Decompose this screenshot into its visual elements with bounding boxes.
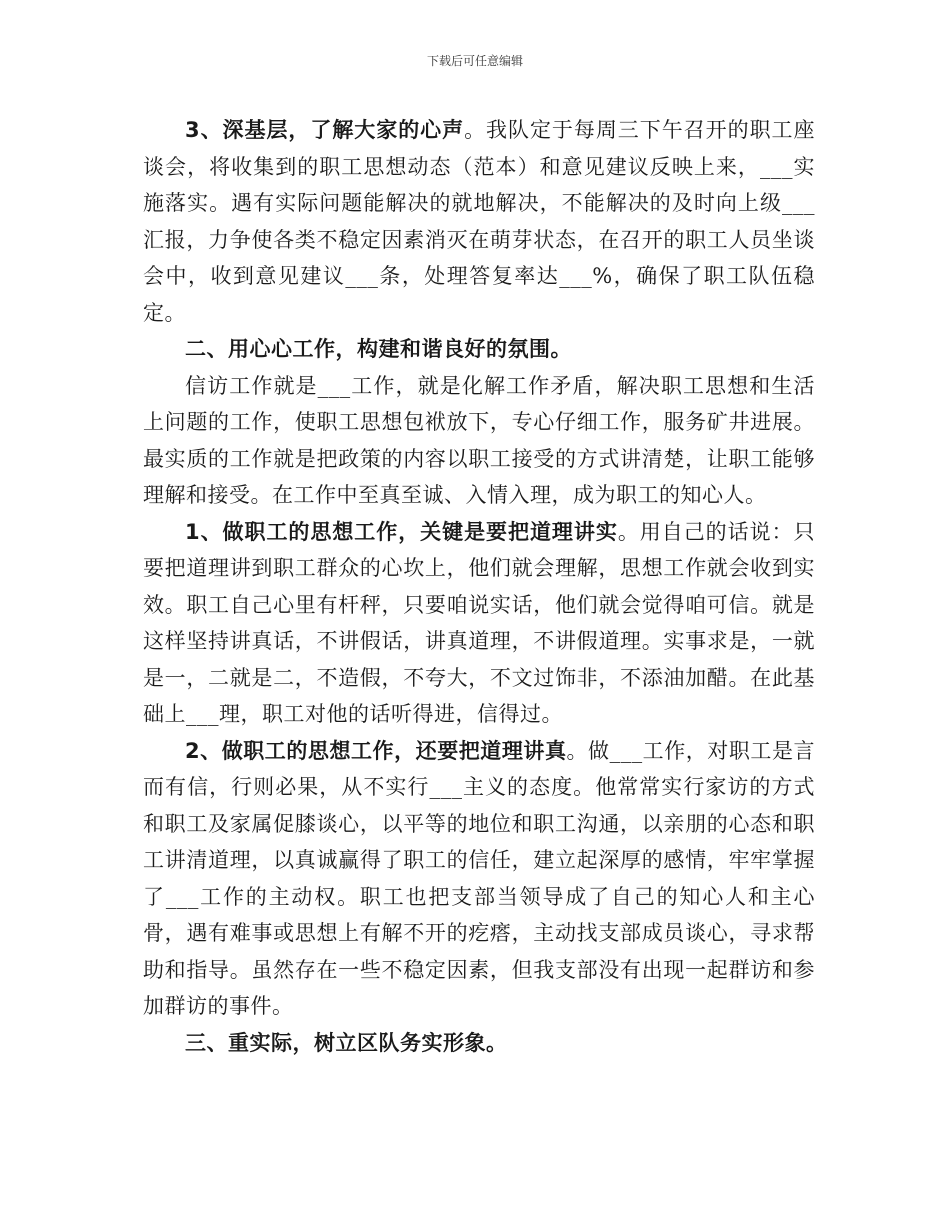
paragraph-grassroots (143, 112, 815, 331)
paragraph-lead: 1、做职工的思想工作，关键是要把道理讲实 (185, 519, 618, 544)
paragraph-reason-true (143, 733, 815, 1025)
paragraph-text: 。我队定于每周三下午召开的职工座谈会，将收集到的职工思想动态（范本）和意见建议反映上来，___实施落实。遇有实际问题能解决的就地解决，不能解决的及时向上级___汇报，力争使各类不稳定因素消灭在萌芽状态，在召开的职工人员坐谈会中，收到意见建议___条，处理答复率达___%，确保了职工队伍稳定。 (143, 118, 815, 325)
document-body (143, 112, 815, 1061)
paragraph-lead: 3、深基层，了解大家的心声 (185, 118, 465, 142)
section-heading-2: 二、用心心工作，构建和谐良好的氛围。 (185, 337, 572, 361)
page-header: 下载后可任意编辑 (426, 54, 523, 68)
section-heading-3: 三、重实际，树立区队务实形象。 (185, 1030, 508, 1055)
paragraph-lead: 2、做职工的思想工作，还要把道理讲真 (185, 738, 567, 763)
paragraph-text: 。用自己的话说：只要把道理讲到职工群众的心坎上，他们就会理解，思想工作就会收到实效。职工自己心里有杆秤，只要咱说实话，他们就会觉得咱可信。就是这样坚持讲真话，不讲假话，讲真道理，不讲假道理。实事求是，一就是一，二就是二，不造假，不夸大，不文过饰非，不添油加醋。在此基础上___理，职工对他的话听得进，信得过。 (143, 519, 815, 726)
paragraph-petition-work: 信访工作就是___工作，就是化解工作矛盾，解决职工思想和生活上问题的工作，使职工思想包袱放下，专心仔细工作，服务矿井进展。最实质的工作就是把政策的内容以职工接受的方式讲清楚，让职工能够理解和接受。在工作中至真至诚、入情入理，成为职工的知心人。 (143, 373, 815, 507)
paragraph-reason-real (143, 514, 815, 733)
paragraph-text: 。做___工作，对职工是言而有信，行则必果，从不实行___主义的态度。他常常实行家访的方式和职工及家属促膝谈心，以平等的地位和职工沟通，以亲朋的心态和职工讲清道理，以真诚赢得了职工的信任，建立起深厚的感情，牢牢掌握了___工作的主动权。职工也把支部当领导成了自己的知心人和主心骨，遇有难事或思想上有解不开的疙瘩，主动找支部成员谈心，寻求帮助和指导。虽然存在一些不稳定因素，但我支部没有出现一起群访和参加群访的事件。 (143, 738, 815, 1018)
